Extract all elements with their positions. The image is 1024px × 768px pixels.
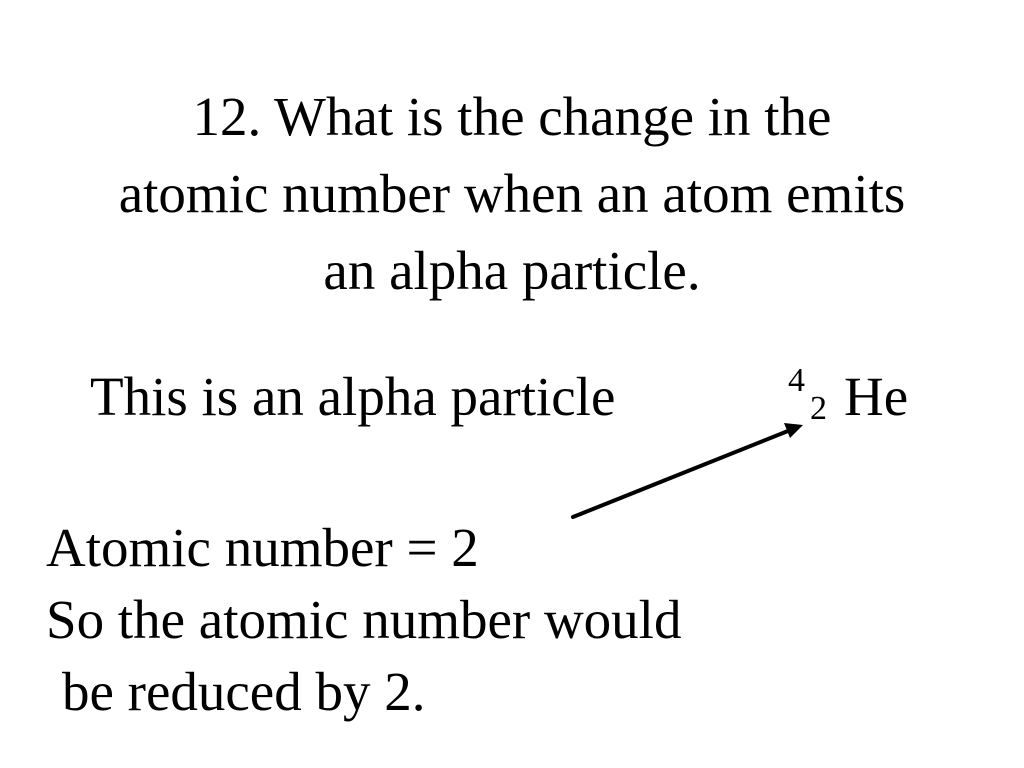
answer-line-3: be reduced by 2. <box>62 661 426 722</box>
element-symbol: He <box>844 366 909 427</box>
question-line-3: an alpha particle. <box>323 240 701 301</box>
question-text <box>40 78 984 309</box>
atomic-number-subscript: 2 <box>810 390 827 427</box>
answer-line-1: Atomic number = 2 <box>46 517 479 578</box>
arrow-shaft <box>573 431 788 517</box>
alpha-particle-label: This is an alpha particle <box>90 366 616 427</box>
answer-line-2: So the atomic number would <box>46 589 682 650</box>
question-line-2: atomic number when an atom emits <box>118 163 906 224</box>
helium-symbol <box>788 362 948 442</box>
question-line-1: 12. What is the change in the <box>192 86 832 147</box>
mass-number: 4 <box>788 362 805 399</box>
answer-text <box>46 512 681 728</box>
